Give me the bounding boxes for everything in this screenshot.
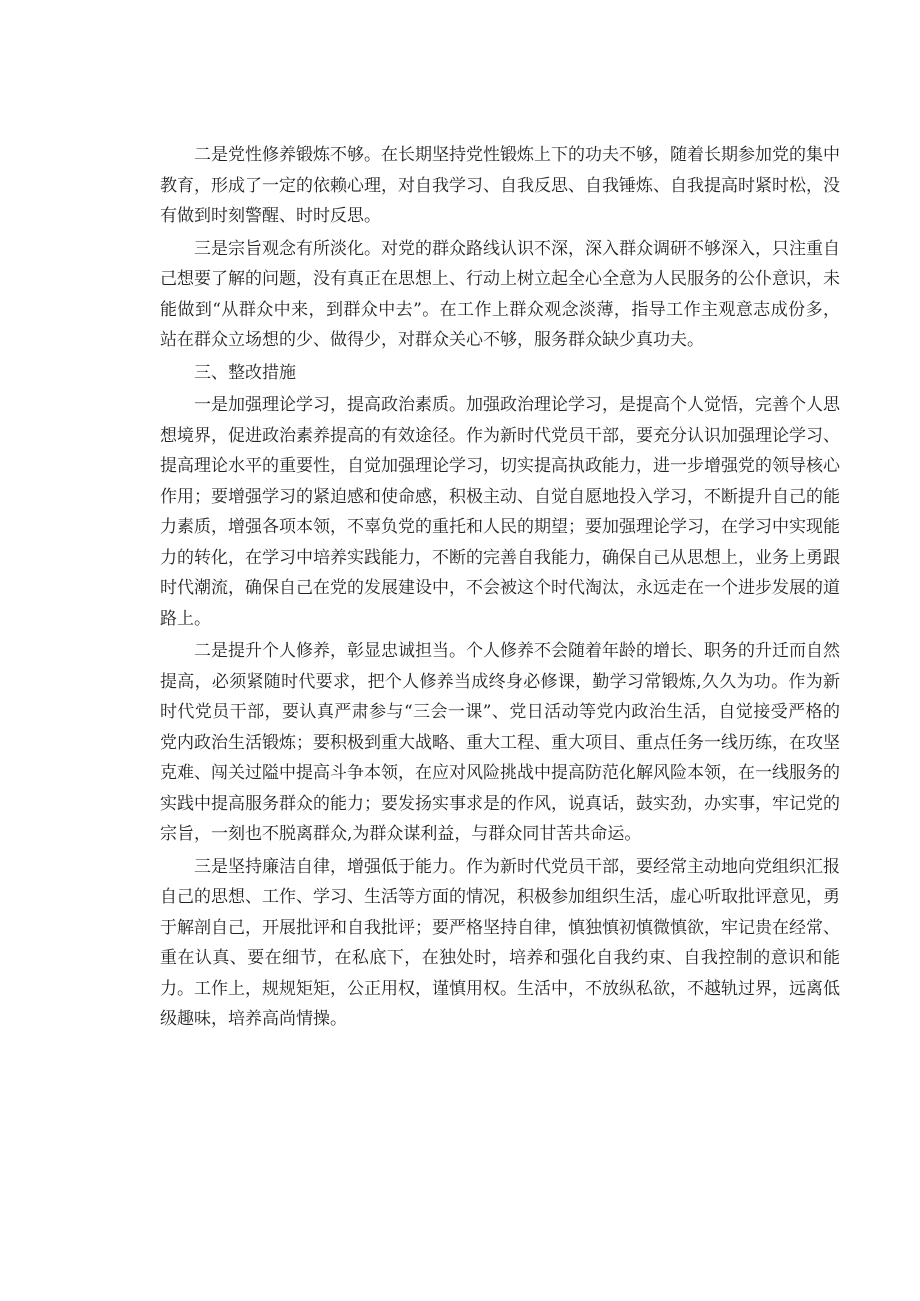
paragraph-integrity: 三是坚持廉洁自律，增强低于能力。作为新时代党员干部，要经常主动地向党组织汇报自己的思想、工作、学习、生活等方面的情况，积极参加组织生活，虚心听取批评意见，勇于解剖自己，开展批评和自我批评；要严格坚持自律，慎独慎初慎微慎欲，牢记贵在经常、重在认真、要在细节，在私底下，在独处时，培养和强化自我约束、自我控制的意识和能力。工作上，规规矩矩，公正用权，谨慎用权。生活中，不放纵私欲，不越轨过界，远离低级趣味，培养高尚情操。	[160, 856, 840, 1029]
document-body	[160, 140, 840, 1037]
paragraph-theory-study: 一是加强理论学习，提高政治素质。加强政治理论学习，是提高个人觉悟，完善个人思想境界，促进政治素养提高的有效途径。作为新时代党员干部，要充分认识加强理论学习、提高理论水平的重要性，自觉加强理论学习，切实提高执政能力，进一步增强党的领导核心作用；要增强学习的紧迫感和使命感，积极主动、自觉自愿地投入学习，不断提升自己的能力素质，增强各项本领，不辜负党的重托和人民的期望；要加强理论学习，在学习中实现能力的转化，在学习中培养实践能力，不断的完善自我能力，确保自己从思想上，业务上勇跟时代潮流，确保自己在党的发展建设中，不会被这个时代淘汰，永远走在一个进步发展的道路上。	[160, 395, 840, 629]
paragraph-personal-cultivation: 二是提升个人修养，彰显忠诚担当。个人修养不会随着年龄的增长、职务的升迁而自然提高，必须紧随时代要求，把个人修养当成终身必修课，勤学习常锻炼,久久为功。作为新时代党员干部，要认真严肃参与“三会一课”、党日活动等党内政治生活，自觉接受严格的党内政治生活锻炼；要积极到重大战略、重大工程、重大项目、重点任务一线历练，在攻坚克难、闯关过隘中提高斗争本领，在应对风险挑战中提高防范化解风险本领，在一线服务的实践中提高服务群众的能力；要发扬实事求是的作风，说真话，鼓实劲，办实事，牢记党的宗旨，一刻也不脱离群众,为群众谋利益，与群众同甘苦共命运。	[160, 641, 840, 844]
section-heading-rectification: 三、整改措施	[194, 362, 296, 383]
paragraph-party-spirit: 二是党性修养锻炼不够。在长期坚持党性锻炼上下的功夫不够，随着长期参加党的集中教育，形成了一定的依赖心理，对自我学习、自我反思、自我锤炼、自我提高时紧时松，没有做到时刻警醒、时时反思。	[160, 145, 840, 226]
paragraph-purpose-concept: 三是宗旨观念有所淡化。对党的群众路线认识不深，深入群众调研不够深入，只注重自己想要了解的问题，没有真正在思想上、行动上树立起全心全意为人民服务的公仆意识，未能做到“从群众中来，到群众中去”。在工作上群众观念淡薄，指导工作主观意志成份多，站在群众立场想的少、做得少，对群众关心不够，服务群众缺少真功夫。	[160, 238, 840, 350]
